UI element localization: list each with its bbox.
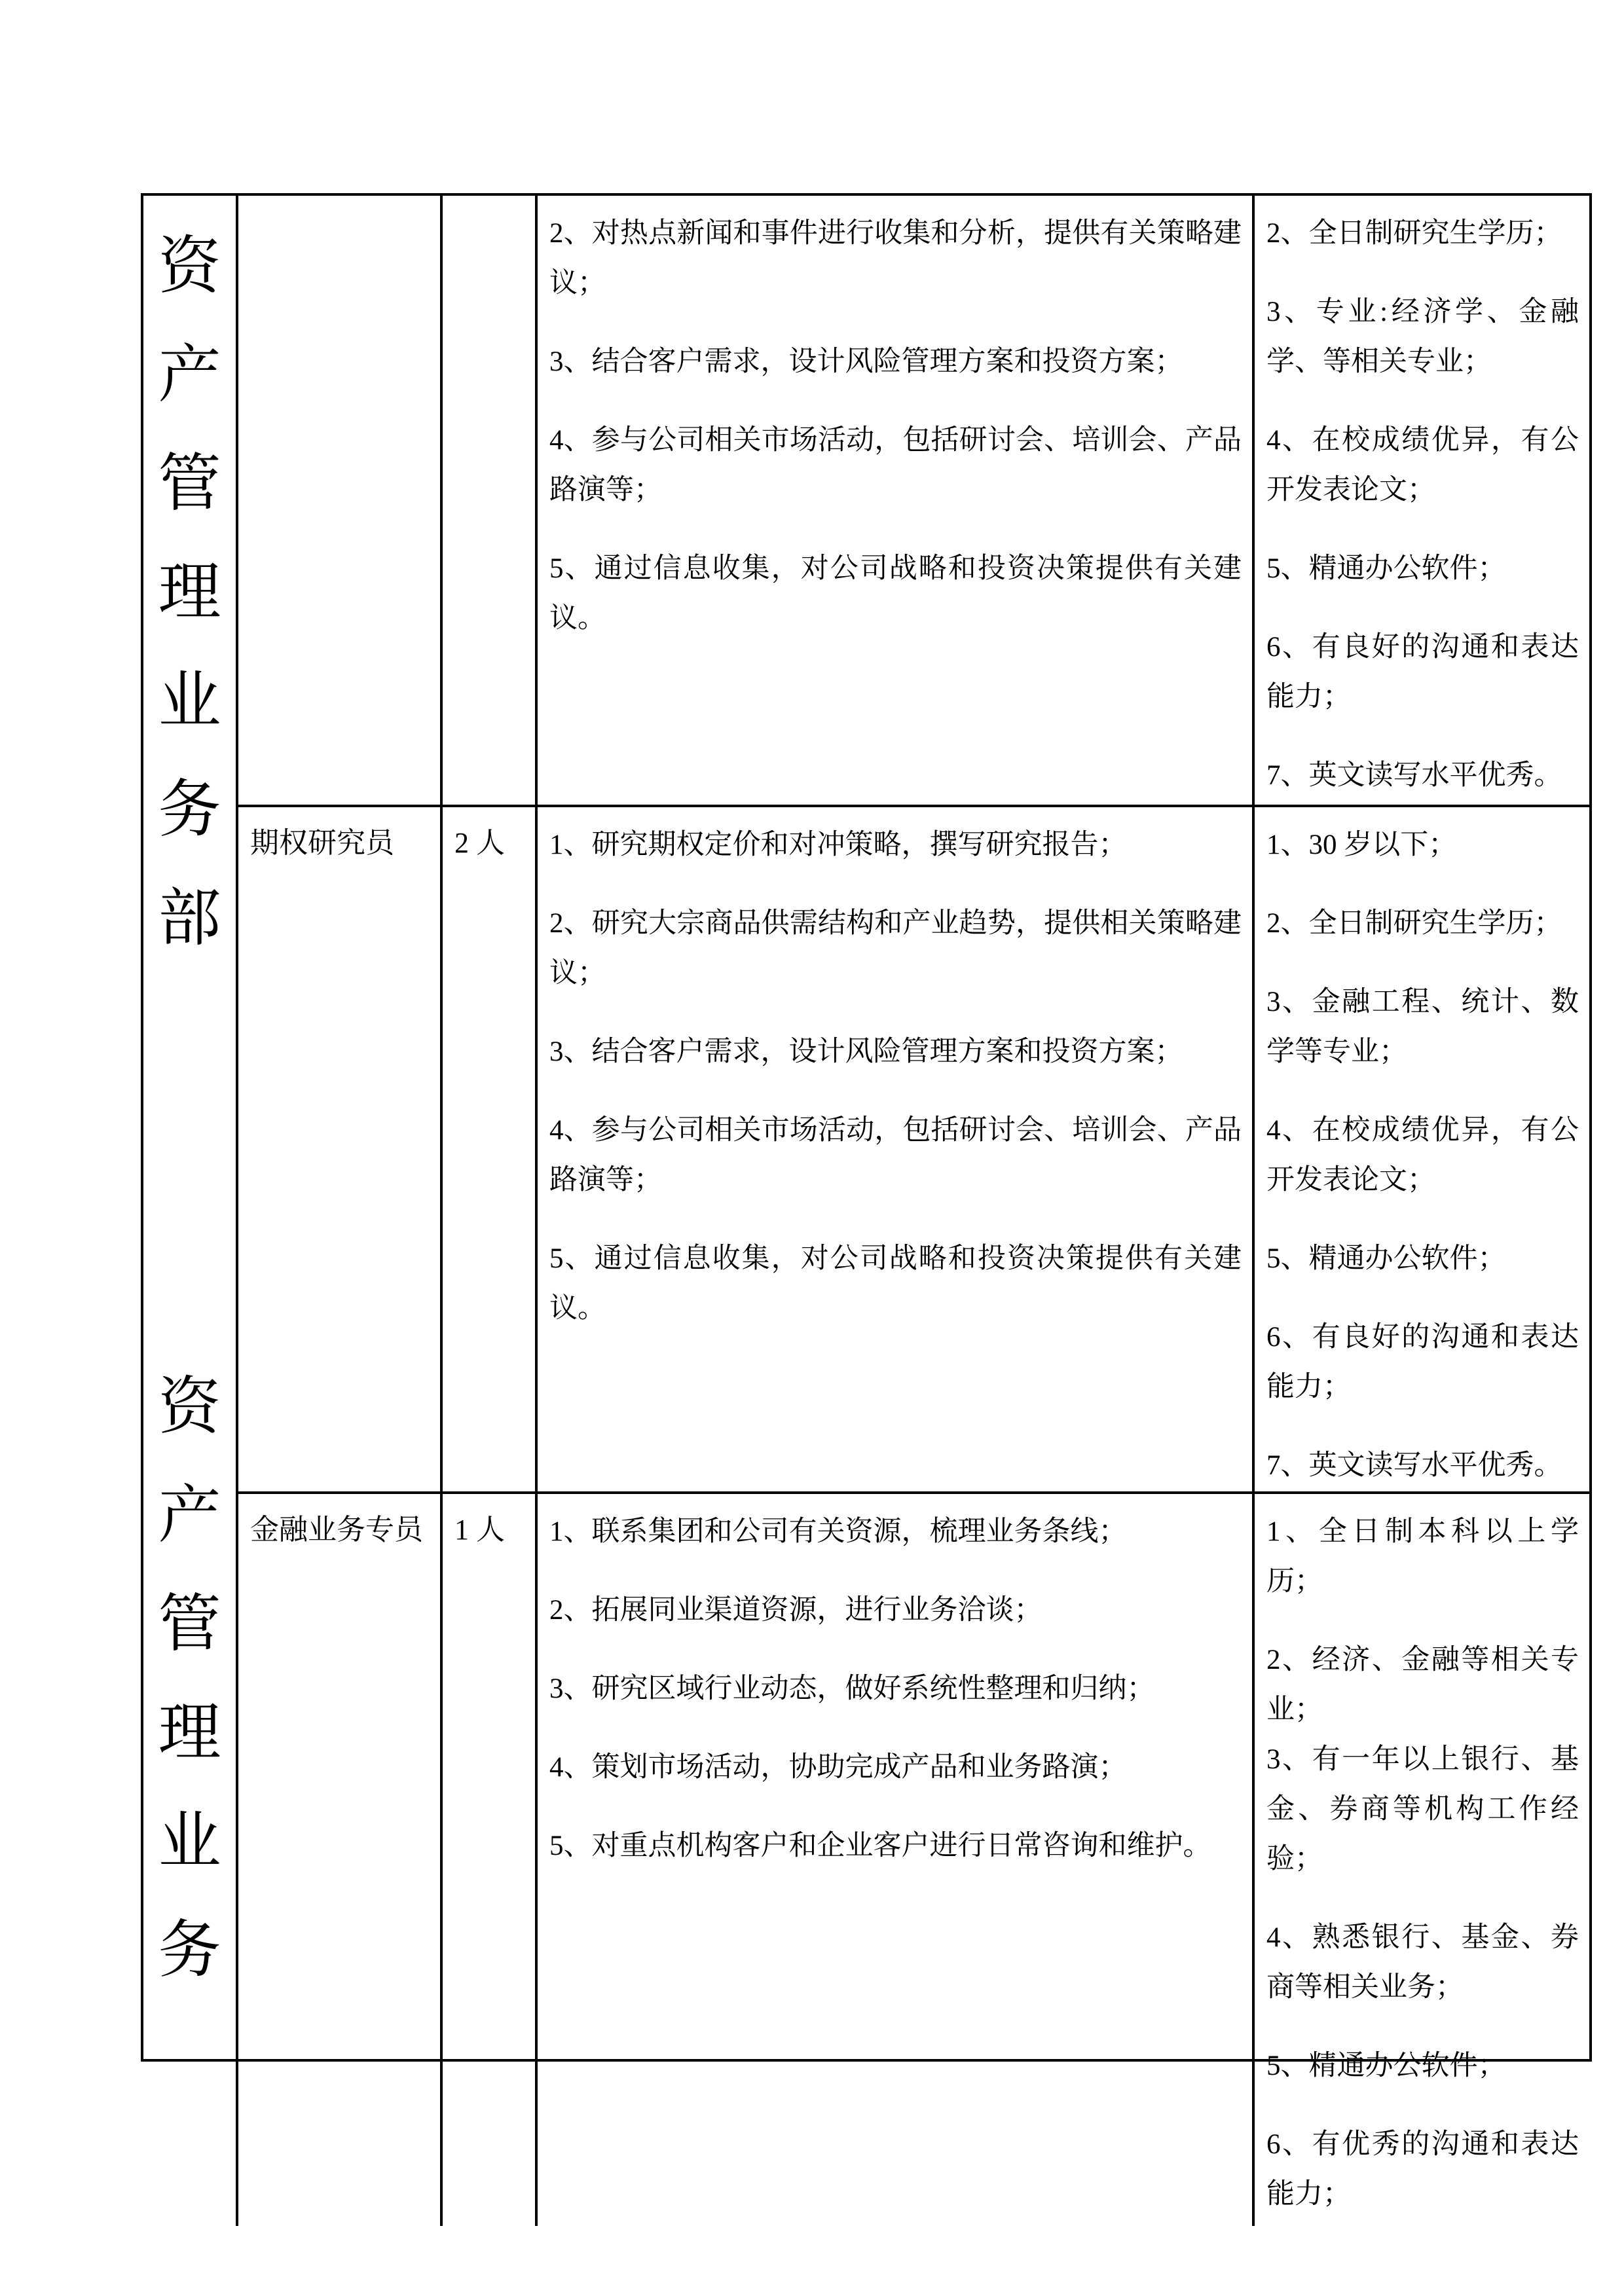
department-vertical-text [143, 1353, 236, 2005]
requirement-item: 4、在校成绩优异，有公开发表论文； [1266, 1115, 1579, 1195]
department-vertical-text [143, 212, 236, 973]
requirement-item: 6、有优秀的沟通和表达能力； [1266, 2129, 1579, 2210]
requirement-item: 7、英文读写水平优秀。 [1266, 760, 1562, 791]
department-char: 产 [158, 340, 221, 410]
department-char: 理 [158, 557, 221, 627]
requirement-item: 3、专业:经济学、金融学、等相关专业； [1266, 297, 1579, 377]
requirement-item: 5、精通办公软件； [1266, 553, 1506, 584]
requirement-item: 6、有良好的沟通和表达能力； [1266, 632, 1579, 712]
requirement-item: 7、英文读写水平优秀。 [1266, 1450, 1562, 1481]
requirement-item: 2、全日制研究生学历； [1266, 908, 1562, 939]
duty-item: 2、对热点新闻和事件进行收集和分析，提供有关策略建议； [549, 218, 1242, 299]
requirement-item: 2、经济、金融等相关专业； [1266, 1645, 1579, 1725]
duty-item: 5、对重点机构客户和企业客户进行日常咨询和维护。 [549, 1831, 1211, 1861]
duty-item: 2、研究大宗商品供需结构和产业趋势，提供相关策略建议； [549, 908, 1242, 989]
requirement-item: 6、有良好的沟通和表达能力； [1266, 1322, 1579, 1402]
department-char: 产 [158, 1480, 221, 1550]
requirement-item: 1、全日制本科以上学历； [1266, 1516, 1579, 1597]
duty-item: 5、通过信息收集，对公司战略和投资决策提供有关建议。 [549, 553, 1242, 634]
requirements-cell [1252, 196, 1589, 805]
department-char: 管 [158, 1589, 221, 1659]
department-char: 业 [158, 666, 221, 736]
requirement-item: 3、有一年以上银行、基金、券商等机构工作经验； [1266, 1744, 1579, 1874]
duty-item: 2、拓展同业渠道资源，进行业务洽谈； [549, 1595, 1043, 1626]
department-char: 管 [158, 448, 221, 519]
duty-item: 5、通过信息收集，对公司战略和投资决策提供有关建议。 [549, 1243, 1242, 1324]
recruitment-table [141, 193, 1592, 2210]
headcount-cell: 2 人 [440, 805, 535, 1491]
position-cell: 期权研究员 [236, 805, 440, 1491]
headcount-cell: 1 人 [440, 1491, 535, 2226]
requirements-cell [1252, 805, 1589, 1491]
requirement-item: 3、金融工程、统计、数学等专业； [1266, 987, 1579, 1067]
department-char: 务 [158, 774, 221, 845]
duty-item: 3、结合客户需求，设计风险管理方案和投资方案； [549, 346, 1183, 377]
requirement-item: 1、30 岁以下； [1266, 829, 1457, 860]
duty-item: 3、结合客户需求，设计风险管理方案和投资方案； [549, 1036, 1183, 1067]
requirement-item: 5、精通办公软件； [1266, 1243, 1506, 1274]
duty-item: 1、研究期权定价和对冲策略，撰写研究报告； [549, 829, 1127, 860]
department-char: 业 [158, 1806, 221, 1876]
position-cell: 金融业务专员 [236, 1491, 440, 2226]
duties-cell [535, 805, 1252, 1491]
department-char: 资 [158, 231, 221, 301]
duties-cell [535, 1491, 1252, 2226]
department-char: 部 [158, 883, 221, 953]
duty-item: 4、参与公司相关市场活动，包括研讨会、培训会、产品路演等； [549, 425, 1242, 505]
duty-item: 3、研究区域行业动态，做好系统性整理和归纳； [549, 1673, 1155, 1704]
department-cell [143, 196, 236, 2226]
requirements-cell [1252, 1491, 1589, 2226]
position-cell [236, 196, 440, 805]
requirement-item: 2、全日制研究生学历； [1266, 218, 1562, 249]
requirement-item: 5、精通办公软件； [1266, 2050, 1506, 2081]
headcount-cell [440, 196, 535, 805]
department-char: 理 [158, 1698, 221, 1768]
requirement-item: 4、在校成绩优异，有公开发表论文； [1266, 425, 1579, 505]
duty-item: 4、参与公司相关市场活动，包括研讨会、培训会、产品路演等； [549, 1115, 1242, 1195]
department-char: 资 [158, 1372, 221, 1442]
requirement-item: 4、熟悉银行、基金、券商等相关业务； [1266, 1922, 1579, 2003]
duty-item: 1、联系集团和公司有关资源，梳理业务条线； [549, 1516, 1127, 1547]
duty-item: 4、策划市场活动，协助完成产品和业务路演； [549, 1752, 1127, 1783]
duties-cell [535, 196, 1252, 805]
department-char: 务 [158, 1915, 221, 1985]
